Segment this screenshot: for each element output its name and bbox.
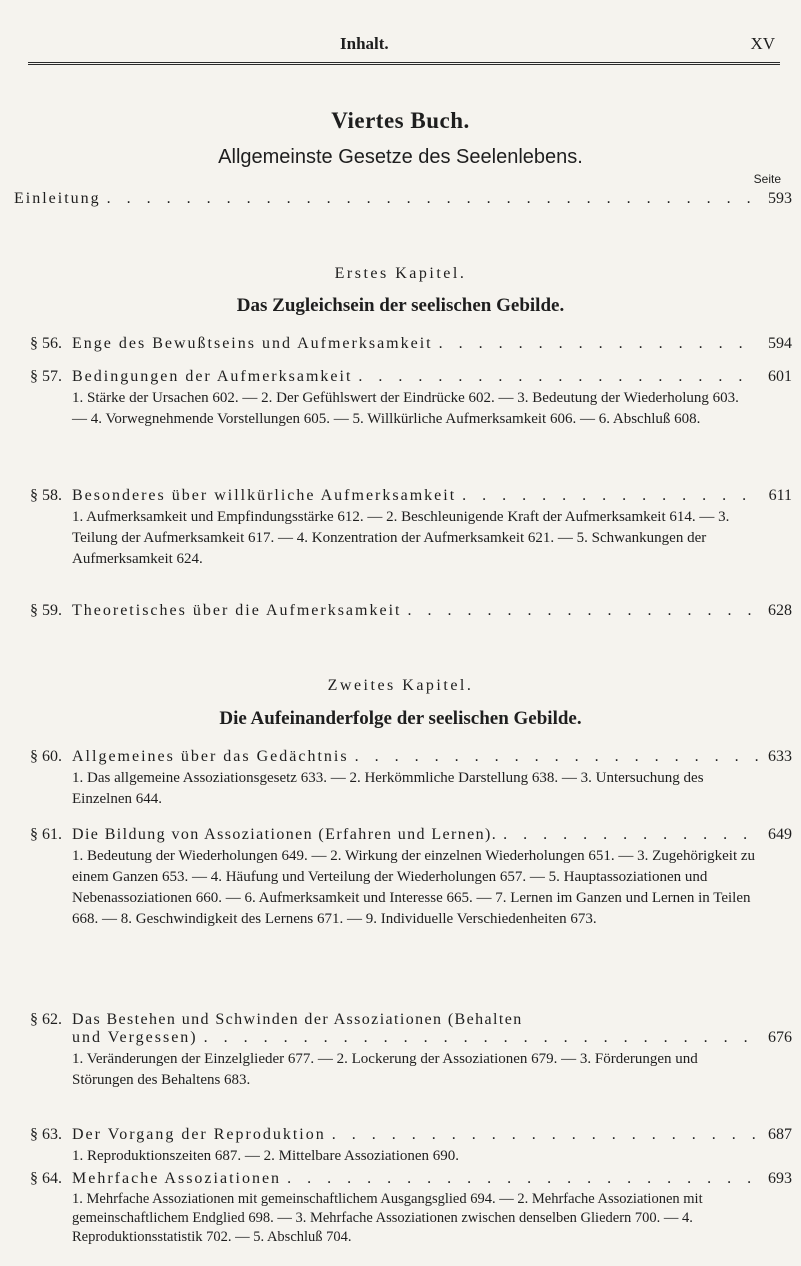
entry-title-line1: Das Bestehen und Schwinden der Assoziationen (Behalten (72, 1011, 523, 1028)
entry-title: Mehrfache Assoziationen (72, 1170, 282, 1187)
entry-page: 649 (768, 826, 792, 843)
section-number: § 57. (30, 368, 62, 385)
entry-subtopics: 1. Reproduktionszeiten 687. — 2. Mittelbare Assoziationen 690. (72, 1148, 460, 1164)
toc-entry[interactable] (30, 1011, 792, 1091)
section-number: § 62. (30, 1011, 62, 1028)
chapter-label: Zweites Kapitel. (327, 677, 474, 694)
running-head (0, 34, 801, 56)
leader-dots (198, 1029, 758, 1047)
toc-entry[interactable] (30, 1126, 792, 1167)
entry-title: Allgemeines über das Gedächtnis (72, 748, 349, 765)
section-number: § 63. (30, 1126, 62, 1143)
entry-page: 593 (768, 190, 792, 207)
entry-page: 693 (768, 1170, 792, 1187)
entry-title: Besonderes über willkürliche Aufmerksamkeit (72, 487, 457, 504)
entry-subtopics: 1. Aufmerksamkeit und Empfindungsstärke 612. — 2. Beschleunigende Kraft der Aufmerksamkeit 614. — 3. Teilung der Aufmerksamkeit 617. — 4. Konzentration der Aufmerksamkeit 621. — 5. Schwankungen der Aufmerksamkeit 624. (72, 509, 730, 567)
toc-entry[interactable] (30, 748, 792, 810)
entry-title: Die Bildung von Assoziationen (Erfahren und Lernen). (72, 826, 498, 843)
running-head-title: Inhalt. (340, 34, 389, 53)
entry-page: 676 (768, 1029, 792, 1046)
leader-dots (497, 826, 758, 844)
entry-page: 633 (768, 748, 792, 765)
book-title: Viertes Buch. (331, 108, 470, 133)
book-subtitle: Allgemeinste Gesetze des Seelenlebens. (218, 146, 583, 168)
leader-dots (281, 1170, 758, 1188)
page-column-label: Seite (753, 172, 781, 186)
toc-entry[interactable] (30, 487, 792, 570)
header-rule (28, 62, 780, 65)
toc-entry[interactable] (30, 826, 792, 930)
leader-dots (352, 368, 758, 386)
leader-dots (349, 748, 758, 766)
leader-dots (401, 602, 758, 620)
toc-entry[interactable] (30, 335, 792, 353)
toc-entry[interactable] (30, 602, 792, 620)
toc-entry[interactable] (30, 368, 792, 430)
leader-dots (456, 487, 758, 505)
toc-entry[interactable] (30, 1170, 792, 1247)
entry-title: Theoretisches über die Aufmerksamkeit (72, 602, 402, 619)
entry-subtopics: 1. Stärke der Ursachen 602. — 2. Der Gefühlswert der Eindrücke 602. — 3. Bedeutung der Wiederholung 603. — 4. Vorwegnehmende Vorstellungen 605. — 5. Willkürliche Aufmerksamkeit 606. — 6. Abschluß 608. (72, 390, 739, 427)
section-number: § 59. (30, 602, 62, 619)
entry-page: 628 (768, 602, 792, 619)
entry-subtopics: 1. Bedeutung der Wiederholungen 649. — 2. Wirkung der einzelnen Wiederholungen 651. — 3. Zugehörigkeit zu einem Ganzen 653. — 4. Häufung und Verteilung der Wiederholungen 657. — 5. Hauptassoziationen und Nebenassoziationen 660. — 6. Aufmerksamkeit und Interesse 665. — 7. Lernen im Ganzen und Lernen in Teilen 668. — 8. Geschwindigkeit des Lernens 671. — 9. Individuelle Verschiedenheiten 673. (72, 848, 756, 927)
entry-page: 611 (768, 487, 792, 504)
section-number: § 58. (30, 487, 62, 504)
leader-dots (433, 335, 758, 353)
entry-subtopics: 1. Veränderungen der Einzelglieder 677. — 2. Lockerung der Assoziationen 679. — 3. Förderungen und Störungen des Behaltens 683. (72, 1051, 698, 1088)
entry-subtopics: 1. Das allgemeine Assoziationsgesetz 633. — 2. Herkömmliche Darstellung 638. — 3. Untersuchung des Einzelnen 644. (72, 770, 704, 807)
section-number: § 64. (30, 1170, 62, 1187)
entry-page: 594 (768, 335, 792, 352)
section-number: § 60. (30, 748, 62, 765)
section-number: § 61. (30, 826, 62, 843)
chapter-title: Die Aufeinanderfolge der seelischen Gebilde. (219, 708, 582, 729)
section-number: § 56. (30, 335, 62, 352)
leader-dots (101, 190, 758, 208)
page-numeral: XV (750, 34, 775, 53)
toc-entry-einleitung[interactable] (14, 190, 792, 208)
entry-title: Bedingungen der Aufmerksamkeit (72, 368, 353, 385)
chapter-title: Das Zugleichsein der seelischen Gebilde. (236, 295, 565, 316)
entry-title: Enge des Bewußtseins und Aufmerksamkeit (72, 335, 433, 352)
entry-page: 687 (768, 1126, 792, 1143)
entry-title: Der Vorgang der Reproduktion (72, 1126, 326, 1143)
entry-page: 601 (768, 368, 792, 385)
entry-title: und Vergessen) (72, 1029, 198, 1046)
entry-subtopics: 1. Mehrfache Assoziationen mit gemeinschaftlichem Ausgangsglied 694. — 2. Mehrfache Assoziationen mit gemeinschaftlichem Endglied 698. — 3. Mehrfache Assoziationen zwischen denselben Gliedern 700. — 4. Reproduktionsstatistik 702. — 5. Abschluß 704. (72, 1191, 703, 1245)
chapter-label: Erstes Kapitel. (334, 265, 467, 282)
entry-title: Einleitung (14, 190, 101, 207)
leader-dots (326, 1126, 758, 1144)
